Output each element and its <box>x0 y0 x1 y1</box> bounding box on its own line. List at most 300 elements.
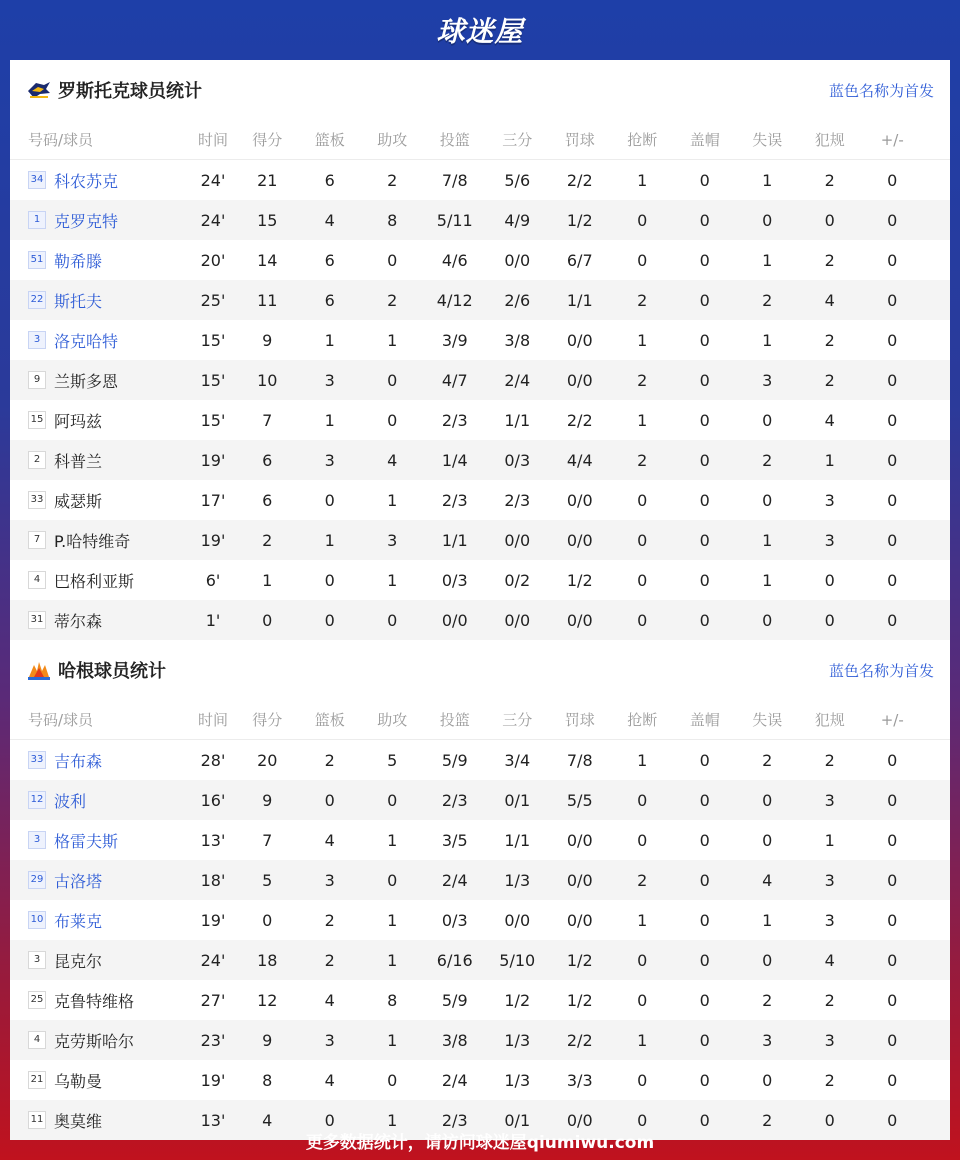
column-header: 抢断 <box>627 131 658 149</box>
stat-cell: 0 <box>762 610 773 630</box>
stat-cell: 0/0 <box>441 610 468 630</box>
stat-cell: 2 <box>762 750 773 770</box>
stat-cell: 0 <box>387 1070 398 1090</box>
stat-cell: 24' <box>200 950 226 970</box>
stat-cell: 0 <box>699 490 710 510</box>
column-header: 时间 <box>197 711 228 729</box>
stat-cell: 2 <box>762 290 773 310</box>
stat-cell: 0 <box>637 490 648 510</box>
stat-cell: 0 <box>762 410 773 430</box>
jersey-number-badge: 1 <box>28 211 46 229</box>
stat-cell: 2 <box>762 450 773 470</box>
jersey-number-badge: 7 <box>28 531 46 549</box>
player-row[interactable] <box>10 740 950 780</box>
team-section-header <box>10 60 950 120</box>
stat-cell: 2 <box>262 530 273 550</box>
stat-cell: 3 <box>824 1030 835 1050</box>
stat-cell: 6 <box>324 250 335 270</box>
stat-cell: 0 <box>637 1070 648 1090</box>
jersey-number-badge: 33 <box>28 491 46 509</box>
stat-cell: 5 <box>387 750 398 770</box>
column-header: 助攻 <box>377 131 408 149</box>
starter-legend: 蓝色名称为首发 <box>828 661 934 680</box>
stat-cell: 0 <box>887 1030 898 1050</box>
stat-cell: 6 <box>324 290 335 310</box>
stat-cell: 0 <box>699 1070 710 1090</box>
stat-cell: 8 <box>262 1070 273 1090</box>
stat-cell: 1 <box>762 330 773 350</box>
player-name[interactable]: 蒂尔森 <box>54 611 103 631</box>
stat-cell: 0 <box>887 290 898 310</box>
stat-cell: 3 <box>387 530 398 550</box>
stat-cell: 2 <box>324 750 335 770</box>
stat-cell: 2 <box>824 750 835 770</box>
jersey-number-badge: 4 <box>28 1031 46 1049</box>
stat-cell: 1/3 <box>504 1070 531 1090</box>
stat-cell: 0 <box>887 1070 898 1090</box>
stat-cell: 12 <box>257 990 278 1010</box>
stat-cell: 3 <box>762 1030 773 1050</box>
player-name[interactable]: 克劳斯哈尔 <box>54 1031 135 1051</box>
player-cell <box>10 869 190 892</box>
stat-cell: 0 <box>324 490 335 510</box>
player-name[interactable]: 兰斯多恩 <box>54 371 119 391</box>
stat-cell: 3/8 <box>504 330 531 350</box>
player-row[interactable] <box>10 780 950 820</box>
stat-cell: 6 <box>324 170 335 190</box>
jersey-number-badge: 51 <box>28 251 46 269</box>
player-cell <box>10 529 190 552</box>
player-row[interactable] <box>10 280 950 320</box>
player-cell <box>10 249 190 272</box>
stat-cell: 7 <box>262 410 273 430</box>
player-name[interactable]: 奥莫维 <box>54 1111 103 1131</box>
stat-cell: 5/9 <box>441 750 468 770</box>
stat-cell: 0 <box>637 570 648 590</box>
stat-cell: 19' <box>200 910 226 930</box>
stat-cell: 24' <box>200 210 226 230</box>
team-title: 罗斯托克球员统计 <box>58 81 202 102</box>
stat-cell: 11 <box>257 290 278 310</box>
stat-cell: 0 <box>699 950 710 970</box>
stat-cell: 0/0 <box>566 490 593 510</box>
stat-cell: 2/4 <box>441 1070 468 1090</box>
stat-cell: 0 <box>762 210 773 230</box>
player-row[interactable] <box>10 940 950 980</box>
stat-cell: 0 <box>887 210 898 230</box>
player-row[interactable] <box>10 980 950 1020</box>
stat-cell: 0 <box>699 750 710 770</box>
stat-cell: 1 <box>324 530 335 550</box>
stat-cell: 2 <box>824 170 835 190</box>
jersey-number-badge: 31 <box>28 611 46 629</box>
stat-cell: 2 <box>637 450 648 470</box>
jersey-number-badge: 34 <box>28 171 46 189</box>
player-name[interactable]: 斯托夫 <box>54 291 103 311</box>
stat-cell: 0/0 <box>504 530 531 550</box>
stat-cell: 9 <box>262 1030 273 1050</box>
jersey-number-badge: 11 <box>28 1111 46 1129</box>
stat-cell: 2/3 <box>441 1110 468 1130</box>
player-cell <box>10 749 190 772</box>
stat-cell: 0 <box>699 790 710 810</box>
player-cell <box>10 409 190 432</box>
player-cell <box>10 1029 190 1052</box>
stat-cell: 0 <box>887 750 898 770</box>
stat-cell: 0/1 <box>504 1110 531 1130</box>
stat-cell: 0 <box>387 610 398 630</box>
team-logo-icon <box>26 79 52 101</box>
stat-cell: 3 <box>824 870 835 890</box>
stat-cell: 6/7 <box>566 250 593 270</box>
stat-cell: 1/3 <box>504 870 531 890</box>
player-name[interactable]: 格雷夫斯 <box>54 831 119 851</box>
player-cell <box>10 1069 190 1092</box>
jersey-number-badge: 10 <box>28 911 46 929</box>
stat-cell: 3 <box>324 1030 335 1050</box>
stat-cell: 3/3 <box>566 1070 593 1090</box>
stat-cell: 3 <box>824 530 835 550</box>
player-cell <box>10 569 190 592</box>
player-name[interactable]: 吉布森 <box>54 751 103 771</box>
stat-cell: 0/1 <box>504 790 531 810</box>
column-header: 抢断 <box>627 711 658 729</box>
stat-cell: 0 <box>699 1030 710 1050</box>
player-name[interactable]: 科农苏克 <box>54 171 119 191</box>
player-name[interactable]: 波利 <box>54 791 87 811</box>
column-header: 盖帽 <box>689 131 720 149</box>
player-name[interactable]: 巴格利亚斯 <box>54 571 135 591</box>
stat-cell: 0/0 <box>504 250 531 270</box>
column-header-row <box>10 700 950 740</box>
stat-cell: 14 <box>257 250 278 270</box>
column-header: 号码/球员 <box>28 131 94 149</box>
stat-cell: 9 <box>262 330 273 350</box>
stat-cell: 2 <box>824 990 835 1010</box>
player-name[interactable]: 勒希滕 <box>54 251 103 271</box>
player-row[interactable] <box>10 440 950 480</box>
stat-cell: 19' <box>200 530 226 550</box>
player-row[interactable] <box>10 320 950 360</box>
stat-cell: 5/10 <box>499 950 536 970</box>
player-cell <box>10 789 190 812</box>
player-row[interactable] <box>10 1020 950 1060</box>
stat-cell: 4/12 <box>436 290 473 310</box>
stat-cell: 1 <box>387 1030 398 1050</box>
stat-cell: 2 <box>637 290 648 310</box>
stat-cell: 0 <box>637 1110 648 1130</box>
stat-cell: 4 <box>824 410 835 430</box>
player-row[interactable] <box>10 480 950 520</box>
stat-cell: 0 <box>699 870 710 890</box>
stat-cell: 17' <box>200 490 226 510</box>
stat-cell: 0 <box>387 370 398 390</box>
stat-cell: 0 <box>699 450 710 470</box>
player-row[interactable] <box>10 520 950 560</box>
stat-cell: 1 <box>387 830 398 850</box>
stat-cell: 6 <box>262 490 273 510</box>
player-cell <box>10 169 190 192</box>
stat-cell: 0 <box>262 610 273 630</box>
stat-cell: 5/11 <box>436 210 473 230</box>
stat-cell: 0 <box>699 1110 710 1130</box>
jersey-number-badge: 2 <box>28 451 46 469</box>
stat-cell: 2 <box>637 870 648 890</box>
stat-cell: 0 <box>637 210 648 230</box>
stat-cell: 19' <box>200 450 226 470</box>
stat-cell: 0 <box>824 610 835 630</box>
player-name[interactable]: 古洛塔 <box>54 871 103 891</box>
stat-cell: 1 <box>637 1030 648 1050</box>
stat-cell: 3 <box>762 370 773 390</box>
stat-cell: 0 <box>699 530 710 550</box>
stat-cell: 3 <box>824 490 835 510</box>
player-cell <box>10 369 190 392</box>
player-name[interactable]: 克鲁特维格 <box>54 991 135 1011</box>
stat-cell: 0/3 <box>441 570 468 590</box>
stat-cell: 1 <box>387 330 398 350</box>
stat-cell: 1 <box>824 830 835 850</box>
player-row[interactable] <box>10 600 950 640</box>
stat-cell: 1 <box>637 910 648 930</box>
stat-cell: 0 <box>887 530 898 550</box>
column-header: 犯规 <box>814 131 845 149</box>
column-header: 得分 <box>252 711 283 729</box>
stat-cell: 0 <box>762 490 773 510</box>
stat-cell: 0 <box>324 610 335 630</box>
stat-cell: 1/2 <box>504 990 531 1010</box>
stat-cell: 1' <box>205 610 221 630</box>
stat-cell: 2 <box>824 370 835 390</box>
stat-cell: 3 <box>824 790 835 810</box>
stat-cell: 0 <box>699 990 710 1010</box>
player-name[interactable]: 阿玛兹 <box>54 411 103 431</box>
stat-cell: 3/8 <box>441 1030 468 1050</box>
stat-cell: 4 <box>324 830 335 850</box>
stat-cell: 24' <box>200 170 226 190</box>
stat-cell: 1 <box>387 1110 398 1130</box>
column-header: 盖帽 <box>689 711 720 729</box>
player-cell <box>10 289 190 312</box>
stat-cell: 0 <box>887 370 898 390</box>
column-header: 失误 <box>752 131 783 149</box>
stat-cell: 0/2 <box>504 570 531 590</box>
stat-cell: 0 <box>887 1110 898 1130</box>
stat-cell: 1 <box>324 410 335 430</box>
stat-cell: 27' <box>200 990 226 1010</box>
jersey-number-badge: 12 <box>28 791 46 809</box>
stat-cell: 0/3 <box>441 910 468 930</box>
stat-cell: 0/0 <box>566 610 593 630</box>
stats-panel <box>10 60 950 1131</box>
stat-cell: 4 <box>324 990 335 1010</box>
stat-cell: 0 <box>887 490 898 510</box>
player-row[interactable] <box>10 200 950 240</box>
stat-cell: 4/7 <box>441 370 468 390</box>
stat-cell: 3/4 <box>504 750 531 770</box>
stat-cell: 1 <box>637 750 648 770</box>
stat-cell: 0 <box>762 950 773 970</box>
player-name[interactable]: 科普兰 <box>54 451 103 471</box>
stat-cell: 0 <box>637 950 648 970</box>
stat-cell: 0/0 <box>504 910 531 930</box>
player-name[interactable]: 乌勒曼 <box>54 1071 103 1091</box>
stat-cell: 0/0 <box>566 870 593 890</box>
stat-cell: 0/0 <box>566 330 593 350</box>
player-cell <box>10 609 190 632</box>
stat-cell: 2/4 <box>441 870 468 890</box>
stat-cell: 0/0 <box>504 610 531 630</box>
stat-cell: 0 <box>699 170 710 190</box>
stat-cell: 0 <box>699 370 710 390</box>
player-row[interactable] <box>10 240 950 280</box>
stat-cell: 4 <box>387 450 398 470</box>
stat-cell: 1 <box>762 170 773 190</box>
stat-cell: 2/2 <box>566 410 593 430</box>
player-cell <box>10 829 190 852</box>
stat-cell: 0 <box>699 250 710 270</box>
stat-cell: 2/4 <box>504 370 531 390</box>
stat-cell: 0 <box>887 870 898 890</box>
jersey-number-badge: 9 <box>28 371 46 389</box>
footer-text: 更多数据统计，请访问球迷屋qiumiwu.com <box>305 1132 655 1153</box>
player-name[interactable]: 布莱克 <box>54 911 103 931</box>
player-name[interactable]: 威瑟斯 <box>54 491 103 511</box>
stat-cell: 6 <box>262 450 273 470</box>
stat-cell: 3 <box>324 450 335 470</box>
stat-cell: 0 <box>887 790 898 810</box>
player-cell <box>10 329 190 352</box>
player-row[interactable] <box>10 560 950 600</box>
stat-cell: 2/3 <box>441 490 468 510</box>
jersey-number-badge: 33 <box>28 751 46 769</box>
stat-cell: 16' <box>200 790 226 810</box>
stat-cell: 0 <box>887 330 898 350</box>
stat-cell: 7/8 <box>566 750 593 770</box>
player-name[interactable]: 昆克尔 <box>54 951 103 971</box>
stat-cell: 0 <box>637 250 648 270</box>
jersey-number-badge: 29 <box>28 871 46 889</box>
column-header: +/- <box>880 710 904 729</box>
player-row[interactable] <box>10 400 950 440</box>
stat-cell: 8 <box>387 210 398 230</box>
stat-cell: 0 <box>387 790 398 810</box>
player-row[interactable] <box>10 160 950 200</box>
stat-cell: 0 <box>762 830 773 850</box>
stat-cell: 0 <box>324 790 335 810</box>
team-logo-icon <box>26 659 52 681</box>
stat-cell: 25' <box>200 290 226 310</box>
stat-cell: 4 <box>324 1070 335 1090</box>
stat-cell: 2 <box>637 370 648 390</box>
stat-cell: 20' <box>200 250 226 270</box>
stat-cell: 0 <box>637 990 648 1010</box>
stat-cell: 1 <box>637 170 648 190</box>
stat-cell: 0 <box>699 290 710 310</box>
stat-cell: 0 <box>637 530 648 550</box>
stat-cell: 1 <box>762 910 773 930</box>
stat-cell: 0 <box>324 570 335 590</box>
column-header: 三分 <box>502 131 533 149</box>
column-header: 篮板 <box>314 131 345 149</box>
stat-cell: 3/5 <box>441 830 468 850</box>
jersey-number-badge: 15 <box>28 411 46 429</box>
stat-cell: 0 <box>699 330 710 350</box>
stat-cell: 4 <box>824 290 835 310</box>
stat-cell: 0 <box>699 410 710 430</box>
site-logo[interactable]: 球迷屋 <box>436 15 524 48</box>
column-header: 犯规 <box>814 711 845 729</box>
stat-cell: 0 <box>637 610 648 630</box>
stat-cell: 13' <box>200 830 226 850</box>
stat-cell: 3 <box>324 870 335 890</box>
stat-cell: 2 <box>387 170 398 190</box>
stat-cell: 13' <box>200 1110 226 1130</box>
player-row[interactable] <box>10 360 950 400</box>
stat-cell: 15' <box>200 410 226 430</box>
stat-cell: 1/4 <box>441 450 468 470</box>
player-row[interactable] <box>10 900 950 940</box>
stat-cell: 0 <box>887 830 898 850</box>
stat-cell: 0 <box>887 910 898 930</box>
stat-cell: 15 <box>257 210 278 230</box>
column-header: 投篮 <box>439 131 470 149</box>
column-header: 三分 <box>502 711 533 729</box>
stat-cell: 0/0 <box>566 1110 593 1130</box>
stat-cell: 4 <box>324 210 335 230</box>
player-name[interactable]: P.哈特维奇 <box>54 531 131 551</box>
column-header: 篮板 <box>314 711 345 729</box>
stat-cell: 0 <box>887 250 898 270</box>
player-row[interactable] <box>10 820 950 860</box>
stat-cell: 5/5 <box>566 790 593 810</box>
stat-cell: 20 <box>257 750 278 770</box>
stat-cell: 2 <box>387 290 398 310</box>
stat-cell: 8 <box>387 990 398 1010</box>
player-cell <box>10 209 190 232</box>
stat-cell: 0 <box>387 250 398 270</box>
stat-cell: 1/1 <box>566 290 593 310</box>
stat-cell: 1 <box>387 490 398 510</box>
stat-cell: 0 <box>324 1110 335 1130</box>
stat-cell: 1/2 <box>566 990 593 1010</box>
column-header: +/- <box>880 130 904 149</box>
stat-cell: 0/0 <box>566 530 593 550</box>
team-section <box>10 60 950 640</box>
stat-cell: 0 <box>387 410 398 430</box>
footer-banner[interactable] <box>0 1120 960 1160</box>
stat-cell: 4/9 <box>504 210 531 230</box>
stat-cell: 0 <box>824 1110 835 1130</box>
app-header <box>0 0 960 60</box>
stat-cell: 0/3 <box>504 450 531 470</box>
player-name[interactable]: 洛克哈特 <box>54 331 119 351</box>
stat-cell: 1 <box>762 530 773 550</box>
stat-cell: 0 <box>824 210 835 230</box>
player-name[interactable]: 克罗克特 <box>54 211 119 231</box>
stat-cell: 0/0 <box>566 830 593 850</box>
stat-cell: 1 <box>387 910 398 930</box>
stat-cell: 15' <box>200 330 226 350</box>
stat-cell: 6' <box>205 570 221 590</box>
stat-cell: 0 <box>887 170 898 190</box>
column-header: 失误 <box>752 711 783 729</box>
player-row[interactable] <box>10 860 950 900</box>
player-cell <box>10 949 190 972</box>
stat-cell: 1 <box>387 570 398 590</box>
jersey-number-badge: 21 <box>28 1071 46 1089</box>
player-row[interactable] <box>10 1060 950 1100</box>
